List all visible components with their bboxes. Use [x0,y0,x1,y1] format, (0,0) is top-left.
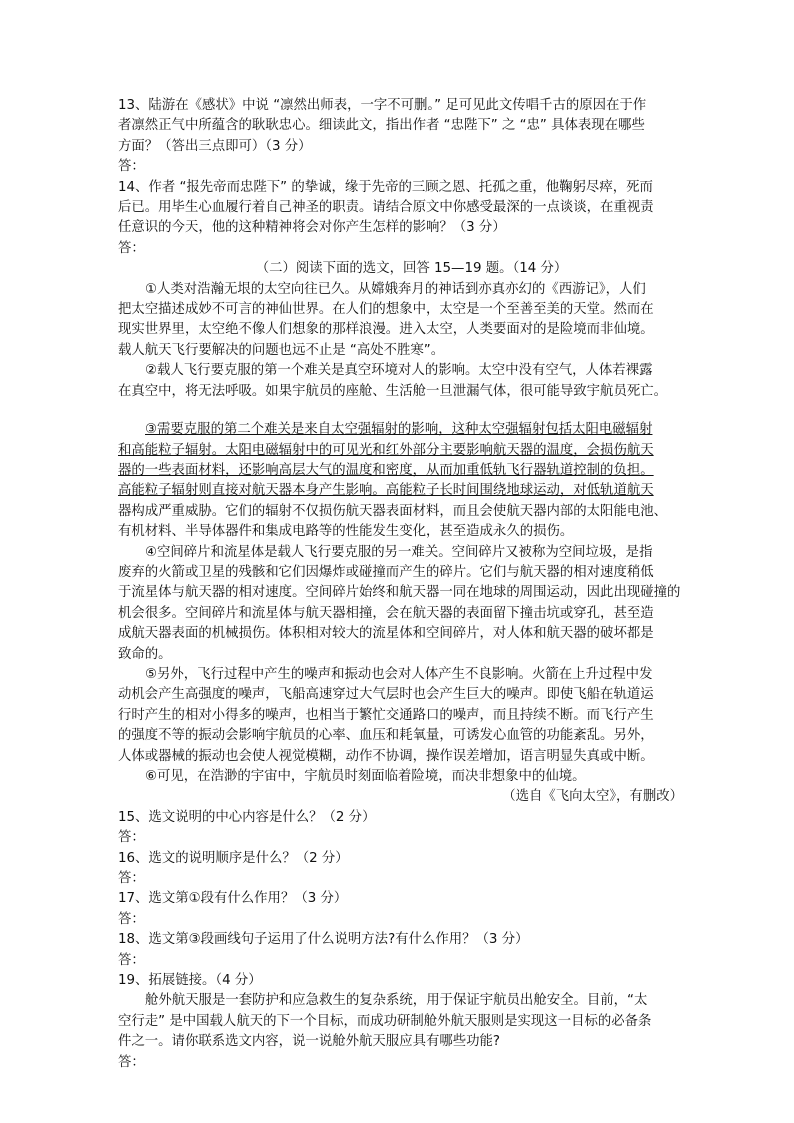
paragraph-line: ④空间碎片和流星体是载人飞行要克服的另一难关。空间碎片又被称为空间垃圾，是指 [145,544,653,560]
question-13-line-1: 13、陆游在《感状》中说 “凛然出师表，一字不可删。” 足可见此文传唱千古的原因在于作 [118,98,647,113]
paragraph-line: ⑤另外，飞行过程中产生的噪声和振动也会对人体产生不良影响。火箭在上升过程中发 [145,666,653,682]
answer-label: 答： [118,159,145,175]
question-17-text: 17、选文第①段有什么作用？（3 分） [118,891,348,907]
answer-label: 答： [118,1054,145,1070]
paragraph-line: 载人航天飞行要解决的问题也远不止是 “高处不胜寒”。 [118,342,445,358]
answer-label: 答： [118,830,145,846]
question-16 [118,849,683,890]
paragraph-line: 行时产生的相对小得多的噪声，也相当于繁忙交通路口的噪声，而且持续不断。而飞行产生 [118,707,654,723]
question-18-text: 18、选文第③段画线句子运用了什么说明方法?有什么作用？（3 分） [118,932,529,948]
question-13 [118,96,683,178]
paragraph-line-underlined: ③需要克服的第二个难关是来自太空强辐射的影响，这种太空强辐射包括太阳电磁辐射 [145,422,653,438]
paragraph-line: 在真空中，将无法呼吸。如果宇航员的座舱、生活舱一旦泄漏气体，很可能导致宇航员死亡。 [118,383,668,399]
answer-label: 答： [118,952,145,968]
paragraph-4 [118,543,683,665]
paragraph-line: 有机材料、半导体器件和集成电路等的性能发生变化，甚至造成永久的损伤。 [118,524,574,540]
question-13-line-2: 者凛然正气中所蕴含的耿耿忠心。细读此文，指出作者 “忠陛下” 之 “忠” 具体表现在哪些 [118,118,645,134]
paragraph-2 [118,361,683,402]
answer-label: 答： [118,911,145,927]
paragraph-line-underlined: 和高能粒子辐射。太阳电磁辐射中的可见光和红外部分主要影响航天器的温度，会损伤航天 [118,442,654,458]
question-15 [118,808,683,849]
paragraph-line-underlined: 高能粒子辐射则直接对航天器本身产生影响。高能粒子长时间围绕地球运动，对低轨道航天 [118,483,654,499]
paragraph-line: 现实世界里，太空绝不像人们想象的那样浪漫。进入太空，人类要面对的是险境而非仙境。 [118,322,654,338]
question-13-line-3: 方面？（答出三点即可）（3 分） [118,138,312,154]
paragraph-6: ⑥可见，在浩渺的宇宙中，宇航员时刻面临着险境，而决非想象中的仙境。 [145,769,586,784]
paragraph-line: 机会很多。空间碎片和流星体与航天器相撞，会在航天器的表面留下撞击坑或穿孔，甚至造 [118,605,654,621]
question-17 [118,889,683,930]
question-19-line-2: 空行走” 是中国载人航天的下一个目标，而成功研制舱外航天服则是实现这一目标的必备条 [118,1013,652,1029]
paragraph-line: 动机会产生高强度的噪声，飞船高速穿过大气层时也会产生巨大的噪声。即使飞船在轨道运 [118,687,654,703]
question-19-title: 19、拓展链接。（4 分） [118,973,262,989]
question-15-text: 15、选文说明的中心内容是什么？（2 分） [118,809,376,825]
paragraph-line: ②载人飞行要克服的第一个难关是真空环境对人的影响。太空中没有空气，人体若裸露 [145,363,653,379]
question-14-line-2: 后已。用毕生心血履行着自己神圣的职责。请结合原文中你感受最深的一点谈谈，在重视责 [118,200,654,216]
paragraph-line: 人体或器械的振动也会使人视觉模糊，动作不协调，操作误差增加，语言明显失真或中断。 [118,748,654,764]
paragraph-line: 器构成严重威胁。它们的辐射不仅损伤航天器表面材料，而且会使航天器内部的太阳能电池、 [118,503,668,519]
exam-page [118,96,683,1073]
answer-label: 答： [118,871,145,887]
paragraph-line: 废弃的火箭或卫星的残骸和它们因爆炸或碰撞而产生的碎片。它们与航天器的相对速度稍低 [118,564,654,580]
paragraph-line: ①人类对浩瀚无垠的太空向往已久。从嫦娥奔月的神话到亦真亦幻的《西游记》，人们 [145,281,646,297]
answer-label: 答： [118,240,145,256]
question-19-line-1: 舱外航天服是一套防护和应急救生的复杂系统，用于保证宇航员出舱安全。目前，“太 [145,993,648,1009]
paragraph-line: 把太空描述成妙不可言的神仙世界。在人们的想象中，太空是一个至善至美的天堂。然而在 [118,302,654,318]
question-14-line-1: 14、作者 “报先帝而忠陛下” 的挚诚，缘于先帝的三顾之恩、托孤之重，他鞠躬尽瘁，死而 [118,179,653,195]
question-14-line-3: 任意识的今天，他的这种精神将会对你产生怎样的影响？（3 分） [118,220,506,236]
paragraph-5 [118,665,683,767]
paragraph-3 [118,420,683,542]
paragraph-line-underlined: 器的一些表面材料，还影响高层大气的温度和密度，从而加重低轨飞行器轨道控制的负担。 [118,462,654,478]
paragraph-1 [118,280,683,362]
paragraph-line: 成航天器表面的机械损伤。体积相对较大的流星体和空间碎片，对人体和航天器的破坏都是 [118,626,654,642]
question-19 [118,971,683,1073]
paragraph-line: 的强度不等的振动会影响宇航员的心率、血压和耗氧量，可诱发心血管的功能紊乱。另外， [118,728,654,744]
question-14 [118,178,683,260]
question-16-text: 16、选文的说明顺序是什么？（2 分） [118,850,349,866]
source-citation: （选自《飞向太空》，有删改） [502,789,683,805]
paragraph-line: 致命的。 [118,646,172,662]
question-18 [118,930,683,971]
question-19-line-3: 件之一。请你联系选文内容，说一说舱外航天服应具有哪些功能? [118,1034,501,1050]
paragraph-line: 于流星体与航天器的相对速度。空间碎片始终和航天器一同在地球的周围运动，因此出现碰撞的 [118,585,681,601]
paragraph-spacer [118,402,683,420]
section-heading: （二）阅读下面的选文，回答 15—19 题。（14 分） [255,261,568,277]
